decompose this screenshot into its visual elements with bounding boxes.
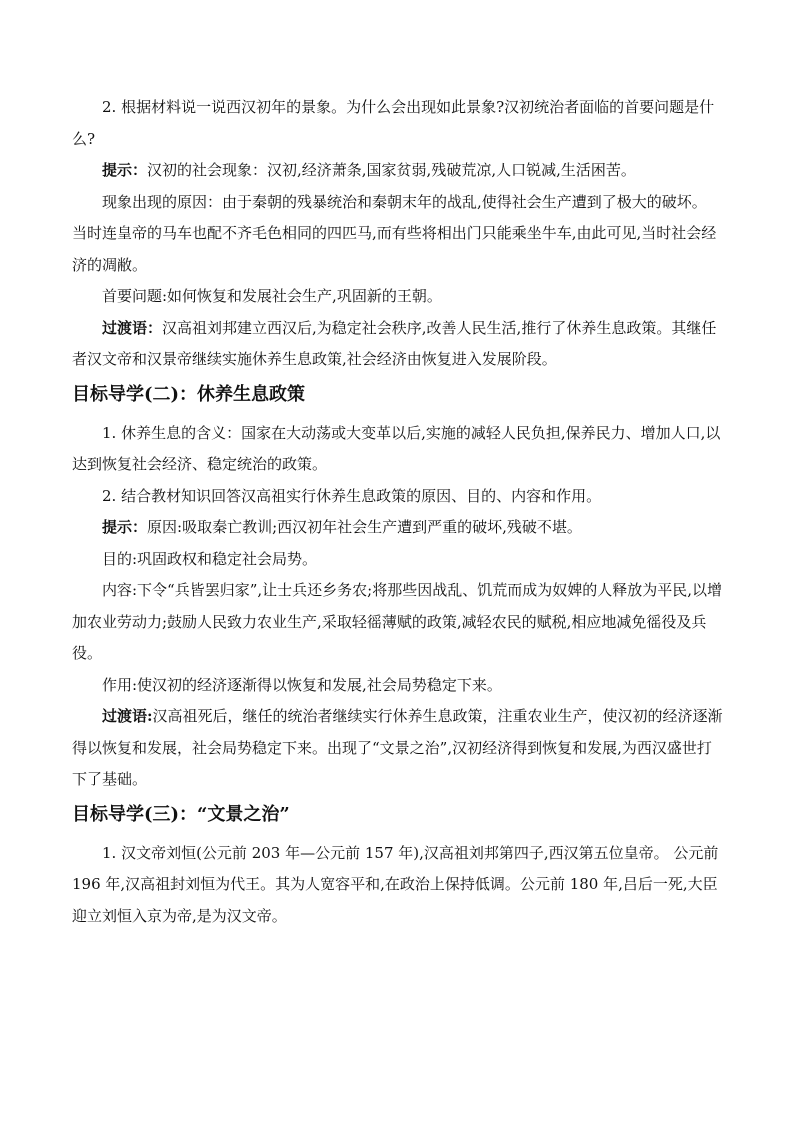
section-3	[72, 838, 724, 933]
paragraph-label: 过渡语：	[102, 318, 163, 337]
paragraph-label: 提示：	[102, 518, 148, 536]
paragraph	[72, 281, 724, 313]
document-body	[72, 92, 724, 932]
paragraph	[72, 187, 724, 282]
paragraph-text: 2. 根据材料说一说西汉初年的景象。为什么会出现如此景象?汉初统治者面临的首要问题是什么?	[72, 98, 715, 148]
paragraph	[72, 838, 724, 933]
paragraph	[72, 701, 724, 796]
paragraph-text: 1. 汉文帝刘恒(公元前 203 年—公元前 157 年),汉高祖刘邦第四子,西汉第五位皇帝。 公元前 196 年,汉高祖封刘恒为代王。其为人宽容平和,在政治上保持低调。公元前 180 年,吕后一死,大臣迎立刘恒入京为帝,是为汉文帝。	[72, 843, 719, 925]
paragraph-label: 提示：	[102, 161, 148, 179]
paragraph-text: 内容:下令“兵皆罢归家”,让士兵还乡务农;将那些因战乱、饥荒而成为奴婢的人释放为平民,以增加农业劳动力;鼓励人民致力农业生产,采取轻徭薄赋的政策,减轻农民的赋税,相应地减免徭役及兵役。	[72, 581, 722, 662]
section-heading-3: 目标导学(三)：“文景之治”	[72, 803, 290, 825]
paragraph-text: 汉初的社会现象：汉初,经济萧条,国家贫弱,残破荒凉,人口锐减,生活困苦。	[147, 161, 636, 179]
paragraph-text: 现象出现的原因：由于秦朝的残暴统治和秦朝末年的战乱,使得社会生产遭到了极大的破坏。 当时连皇帝的马车也配不齐毛色相同的四匹马,而有些将相出门只能乘坐牛车,由此可见,当时社会经济的凋敝。	[72, 192, 717, 274]
paragraph	[72, 481, 724, 513]
paragraph	[72, 575, 724, 670]
paragraph-text: 汉高祖死后，继任的统治者继续实行休养生息政策，注重农业生产，使汉初的经济逐渐得以恢复和发展，社会局势稳定下来。出现了“文景之治”,汉初经济得到恢复和发展,为西汉盛世打下了基础。	[72, 707, 723, 788]
paragraph-text: 作用:使汉初的经济逐渐得以恢复和发展,社会局势稳定下来。	[102, 675, 502, 694]
paragraph	[72, 92, 724, 155]
paragraph-text: 原因:吸取秦亡教训;西汉初年社会生产遭到严重的破坏,残破不堪。	[147, 518, 582, 536]
paragraph-text: 2. 结合教材知识回答汉高祖实行休养生息政策的原因、目的、内容和作用。	[102, 486, 602, 505]
section-heading-2: 目标导学(二)：休养生息政策	[72, 383, 306, 405]
paragraph-text: 目的:巩固政权和稳定社会局势。	[102, 549, 318, 568]
paragraph-label: 过渡语:	[102, 707, 153, 725]
paragraph-text: 1. 休养生息的含义：国家在大动荡或大变革以后,实施的减轻人民负担,保养民力、增加人口,以达到恢复社会经济、稳定统治的政策。	[72, 423, 721, 473]
paragraph	[72, 512, 724, 544]
paragraph	[72, 313, 724, 376]
paragraph	[72, 544, 724, 576]
paragraph-text: 首要问题:如何恢复和发展社会生产,巩固新的王朝。	[102, 287, 442, 305]
paragraph	[72, 670, 724, 702]
section-2	[72, 418, 724, 796]
section-1	[72, 92, 724, 376]
paragraph	[72, 418, 724, 481]
paragraph-text: 汉高祖刘邦建立西汉后,为稳定社会秩序,改善人民生活,推行了休养生息政策。其继任者汉文帝和汉景帝继续实施休养生息政策,社会经济由恢复进入发展阶段。	[72, 318, 717, 368]
paragraph	[72, 155, 724, 187]
